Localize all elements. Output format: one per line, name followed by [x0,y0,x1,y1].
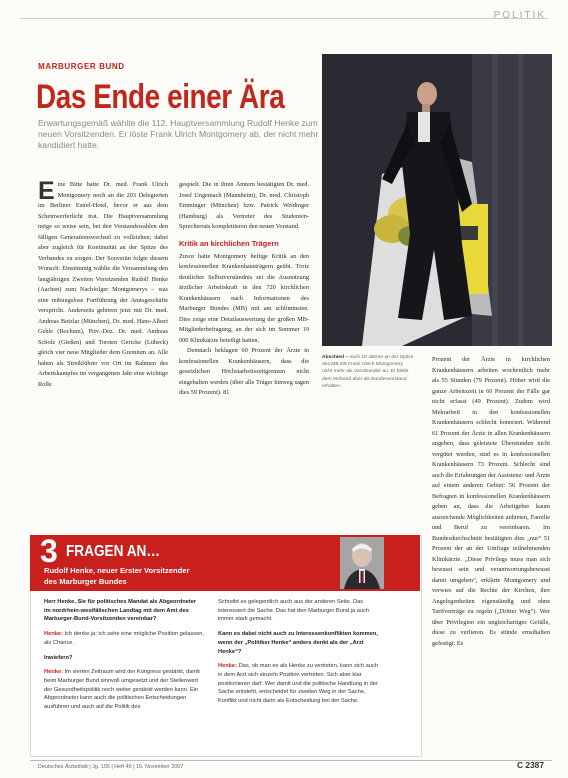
article-column-2 [179,180,309,514]
interview-number: 3 [40,533,58,569]
footer-rule [30,760,552,761]
column-3-text: Prozent der Ärzte in kirchlichen Krankenhäusern arbeiten wochentlich mehr als 55 Stunden (79 Prozent). Höher wird die ganze Arbeitszeit in 60 Prozent der Fälle gar nicht erfasst (49 Prozent). Zudem wird Mehrarbeit in den konfessionellen Krankenhäusern schlecht honoriert. Während 61 Prozent der Ärzte in allen Krankenhäusern angeben, dass geleistete Überstunden nicht vergütet werden, sind es in konfessionellen Krankenhäusern 73 Prozent. Schlecht sind auch die Erfahrungen der Assistenz- und Ärzte auf einem anderen Gebiet: 56 Prozent der Befragten in konfessionellen Krankenhäusern geben an, dass die Arbeitgeber kaum ausreichende Möglichkeiten anbieten, Familie und Beruf zu vereinbaren. Im Bundesdurchschnitt bestätigten dies „nur“ 51 Prozent der an der Umfrage teilnehmenden Klinikärzte. „Diese Privilegs muss man sich bewusst sein und verantwortungsbewusst damit umgehen“, erklärte Montgomery und verwies auf die Rechte der Kirchen, ihre Angelegenheiten eigenständig und ohne Tarifverträge zu regeln („Dritter Weg“). Wer über Privilegien ein ungleichartiges Gefälle, diese zu verlieren. Es stünde ernsthaften gefestigt. Es [432,356,550,647]
interview-question: Inwiefern? [44,654,73,661]
interview-column-2 [218,598,378,748]
interview-answer: Schreibt es gelegentlich auch aus der anderen Seite. Das interessiert die Sache. Das hat den Marburger Bund ja auch immer stark gemacht. [218,599,370,623]
article-column-3 [432,355,550,735]
header-rule [20,18,548,19]
drop-cap: E [38,180,55,205]
interview-answer-name: Henke: [44,669,63,676]
column-2-text-2: Zuvor hatte Montgomery heftige Kritik an den konfessionellen Krankenhausträgern geübt. Trotz deutlicher Selbstverständnis sei die Ausnutzung ärztlicher Arbeitskraft in den 720 kirchlichen Krankenhäusern nach Informationen des Marburger Bundes (MB) mit am schlimmsten. Dies zeige eine Detailauswertung der großen MB-Mitgliederbefragung, an der sich im Sommer 19 000 Klinikärzte beteiligt hatten. [179,252,309,344]
article-subheading: Kritik an kirchlichen Trägern [179,238,279,248]
interview-subtitle-1: Rudolf Henke, neuer Erster Vorsitzender [44,566,190,575]
interview-question: Herr Henke, Sie für politisches Mandat als Abgeordneter im nordrhein-westfälischen Landtag mit dem Amt des Marburger-Bund-Vorsitzenden vereinbar? [44,599,197,623]
footer-citation: Deutsches Ärzteblatt | Jg. 105 | Heft 46 | 16. November 2007 [38,764,184,770]
interview-column-1 [44,598,204,748]
article-column-1 [38,180,168,514]
column-2-text-3: Demnach beklagen 60 Prozent der Ärzte in konfessionellen Krankenhäusern, dass die gesetzlichen Höchstarbeitszeitgrenzen nicht eingehalten werden (über alle Träger hinweg sagen dies 59 Prozent). 81 [179,347,309,396]
interview-subtitle-2: des Marburger Bundes [44,577,127,586]
photo-caption [322,354,414,390]
page-number: C 2387 [516,760,544,770]
portrait-illustration [340,537,384,589]
interview-answer-name: Henke: [218,663,237,670]
rudolf-henke-portrait [340,537,384,589]
column-1-text: ine Bitte hatte Dr. med. Frank Ulrich Montgomery noch an die 203 Delegierten im Berliner Estrel-Hotel, bevor er aus dem Scheinwerferlicht trat. Die Hauptversammlung möge so weise sein, bei den Vorstandswahlen den fälligen Generationswechsel zu vollziehen; dabei aber zugleich für Kontinuität an der Spitze des Verbandes zu sorgen. Der Souverän folgte diesem Wunsch: Einstimmig wählte die Versammlung den langjährigen Zweiten Vorsitzenden Rudolf Henke (Aachen) zum Nachfolger Montgomerys – was eine reibungslose Fortführung der Amtsgeschäfte verspricht. Anderseits gehören jetzt mit Dr. med. Andreas Botzlar (München), Dr. med. Hans-Albert Gehle (Bochum), Priv.-Doz. Dr. med. Andreas Scholz (Gießen) und Torsten Gericke (Lübeck) gleich vier neue Mitglieder dem Gremium an. Alle haben als Streikführer vor Ort im Rahmen des Arbeitskampfes im vergangenen Jahr eine wichtige Rolle [38,181,168,388]
article-lead: Erwartungsgemäß wählte die 112. Hauptversammlung Rudolf Henke zum neuen Vorsitzenden. Er löste Frank Ulrich Montgomery ab, der nicht mehr kandidiert hatte. [38,118,319,150]
article-title: Das Ende einer Ära [36,78,285,116]
photo-illustration [322,54,552,346]
interview-title: FRAGEN AN… [66,543,160,560]
interview-answer: Das, ob man es als Henke zu vertreten, kann sich auch in dem Arzt sich einzeln Position vertreten. Sich aber klar positionieren darf. Wer damit und die politische Handlung in der Sache entsteht, entscheidet für zweiten Weg in der Sache, Konflikt und nicht dann als Entscheidung bei der Sache. [218,663,378,705]
interview-answer: Im vierten Zeitraum wird der Kongress gestärkt, damit beim Marburger Bund sinnvoll umgesetzt und der Stellenwert der Gesundheitspolitik noch weiter gestärkt werden kann. Ein Abgeordneter kann auch die politischen Entscheidungen ausführen und auch auf die Politik des [44,669,200,711]
section-label: POLITIK [493,10,546,21]
caption-lead: Abschied – [322,355,349,360]
speaker-at-podium-photo [322,54,552,346]
interview-question: Kann es dabei nicht auch zu Interessenkonflikten kommen, wenn der „Politiker Henke“ anders denkt als der „Arzt Henke“? [218,631,378,655]
caption-text: nach 18 Jahren an der Spitze des MB tritt Frank Ulrich Montgomery nicht mehr als Vorsitzender an. Er bleibt dem Verband aber als Bundesvorstand erhalten. [322,355,414,389]
interview-answer: Ich denke ja; ich sehe eine mögliche Position gelassen, als Chance. [44,631,204,646]
interview-answer-name: Henke: [44,631,63,638]
article-kicker: MARBURGER BUND [38,62,125,71]
column-2-text-1: gespielt. Die in ihren Ämtern bestätigten Dr. med. Josef Ungemach (Mannheim), Dr. med. Christoph Emminger (München) bzw. Patrick Weidinger (Hamburg) als Vertreter des Studenten-Sprecherrats komplettieren den neuen Vorstand. [179,181,309,230]
